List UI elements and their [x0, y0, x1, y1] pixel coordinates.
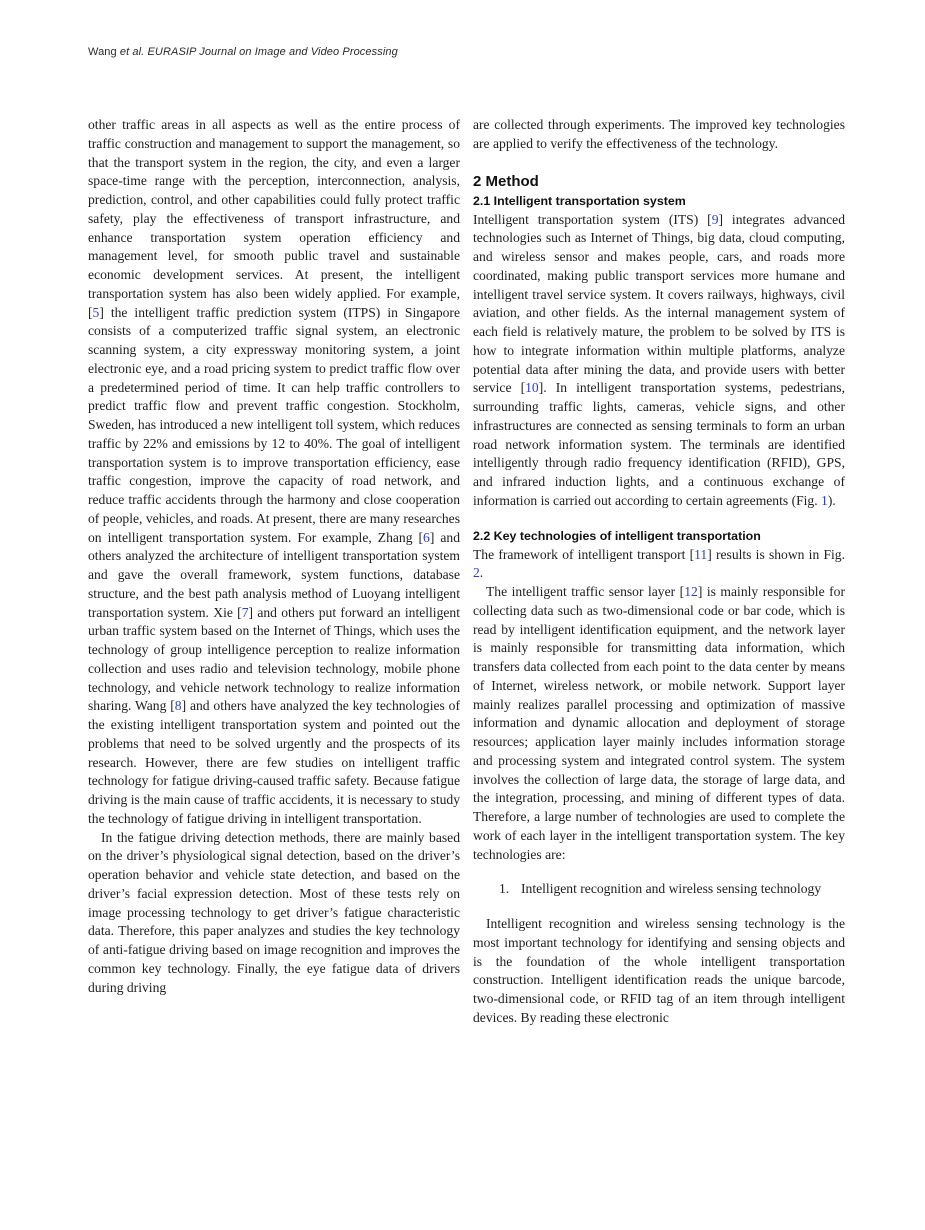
text-segment: In the fatigue driving detection methods, there are mainly based on the driver’s physiological signal detection, based on the driver’s operation behavior and vehicle state detection, and based on the driver’s facial expression detection. Most of these tests rely on image processing technology to get driver’s fatigue characteristic data. Therefore, this paper analyzes and studies the key technology of anti-fatigue driving based on image recognition and improves the common key technology. Finally, the eye fatigue data of drivers during driving — [88, 829, 460, 995]
header-author-name: Wang — [88, 46, 120, 58]
reference-link[interactable]: 11 — [694, 546, 708, 562]
text-segment: ] integrates advanced technologies such as Internet of Things, big data, cloud computing, and wireless sensor and makes people, cars, and roads more coordinated, making public transport services more humane and intelligent travel service system. It covers railways, highways, civil aviation, and other fields. As the internal management system of each field is relatively mature, the problem to be solved by ITS is how to integrate information within multiple platforms, analyze potential data after mining the data, and provide users with better service [ — [473, 211, 845, 396]
reference-link[interactable]: 12 — [684, 584, 698, 599]
paragraph-framework — [473, 546, 845, 584]
text-segment: Intelligent transportation system (ITS) [ — [473, 211, 712, 227]
running-header — [88, 46, 845, 58]
left-column — [88, 116, 460, 1028]
list-item-text: Intelligent recognition and wireless sensing technology — [521, 881, 822, 897]
paragraph-its-overview — [473, 211, 845, 511]
header-journal-title: et al. EURASIP Journal on Image and Video Processing — [119, 46, 398, 58]
subsection-heading-2-1: 2.1 Intelligent transportation system — [473, 193, 686, 208]
reference-link[interactable]: 2 — [473, 565, 480, 581]
text-segment: ] and others have analyzed the key technologies of the existing intelligent transportation system and pointed out the problems that need to be solved urgently and the prospects of its research. However, there are few studies on intelligent traffic technology for fatigue driving-caused traffic safety. Because fatigue driving is the main cause of traffic accidents, it is necessary to study the technology of fatigue driving in intelligent transportation. — [88, 698, 460, 826]
text-segment: . — [479, 565, 484, 581]
reference-link[interactable]: 8 — [174, 698, 182, 714]
text-segment: are collected through experiments. The improved key technologies are applied to verify the effectiveness of the technology. — [473, 117, 845, 151]
paragraph-introduction-continued — [88, 116, 460, 829]
text-segment: ] and others put forward an intelligent urban traffic system based on the Internet of Things, which uses the technology of group intelligence perception to realize information collection and uses radio and television technology, mobile phone technology, and vehicle network technology to realize information sharing. Wang [ — [88, 604, 460, 714]
text-segment: ] and others analyzed the architecture of intelligent transportation system and gave the overall framework, system functions, database structure, and the best path analysis method of Luoyang intelligent transportation system. Xie [ — [88, 529, 460, 620]
text-segment: ] the intelligent traffic prediction system (ITPS) in Singapore consists of a computerized traffic signal system, an electronic scanning system, a city expressway monitoring system, a joint electronic eye, and a road pricing system to predict traffic flow over a predetermined period of time. It can help traffic controllers to predict traffic flow and prevent traffic congestion. Stockholm, Sweden, has introduced a new intelligent toll system, which reduces traffic by 22% and emissions by 12 to 40%. The goal of intelligent transportation system is to improve transportation efficiency, ease traffic congestion, improve the capacity of road network, and reduce traffic accidents through the harmony and close cooperation of people, vehicles, and roads. At present, there are many researches on intelligent transportation system. For example, Zhang [ — [88, 304, 460, 545]
text-segment: ]. In intelligent transportation systems, pedestrians, surrounding traffic lights, cameras, vehicle signs, and other infrastructures are connected as sensing terminals to form an urban road network information system. The terminals are identified intelligently through radio frequency identification (RFID), GPS, and infrared induction lights, and a continuous exchange of information is carried out according to certain agreements (Fig. — [473, 380, 845, 508]
reference-link[interactable]: 10 — [525, 380, 539, 396]
paragraph-fatigue-detection-methods — [88, 829, 460, 998]
text-segment: The intelligent traffic sensor layer [ — [486, 584, 685, 599]
text-segment: ] is mainly responsible for collecting data such as two-dimensional code or bar code, which is read by intelligent identification equipment, and the network layer is mainly responsible for transmitting data information, which transfers data collected from each point to the data center by means of Internet, wireless network, or mobile network. Support layer mainly realizes parallel processing and optimization of massive information and dynamic allocation and deployment of storage resources; application layer mainly includes information storage and processing system and integrated control system. The system involves the collection of large data, the storage of large data, and the integration, processing, and mining of different types of data. Therefore, a large number of technologies are used to complete the work of each layer in the intelligent transportation system. The key technologies are: — [473, 584, 845, 862]
text-segment: The framework of intelligent transport [ — [473, 546, 695, 562]
two-column-layout — [88, 116, 845, 1028]
paragraph-sensor-layer — [473, 583, 845, 864]
reference-link[interactable]: 1 — [821, 492, 828, 508]
paragraph-intro-end — [473, 116, 845, 154]
text-segment: ] results is shown in Fig. — [707, 546, 845, 562]
right-column — [473, 116, 845, 1028]
numbered-list-item — [499, 880, 845, 899]
list-item-number: 1. — [499, 881, 510, 897]
reference-link[interactable]: 5 — [92, 304, 100, 320]
text-segment: ). — [827, 492, 836, 508]
text-segment: Intelligent recognition and wireless sensing technology is the most important technology for identifying and sensing objects and is the foundation of the whole intelligent transportation construction. Intelligent identification reads the unique barcode, two-dimensional code, or RFID tag of an item through intelligent devices. By reading these electronic — [473, 916, 845, 1025]
reference-link[interactable]: 6 — [423, 529, 430, 545]
subsection-heading-2-2: 2.2 Key technologies of intelligent transportation — [473, 528, 761, 543]
reference-link[interactable]: 9 — [711, 211, 719, 227]
text-segment: other traffic areas in all aspects as well as the entire process of traffic construction and management to support the management, so that the transport system in the region, the city, and even a larger space-time range with the perception, interconnection, analysis, prediction, control, and other capabilities could fully protect traffic safety, play the effectiveness of transport infrastructure, and enhance transportation system operation efficiency and management level, for smooth public travel and sustainable economic development services. At present, the intelligent transportation system has also been widely applied. For example, [ — [88, 117, 460, 320]
reference-link[interactable]: 7 — [241, 604, 249, 620]
section-heading-method: 2 Method — [473, 172, 539, 190]
paragraph-intelligent-recognition — [473, 915, 845, 1028]
